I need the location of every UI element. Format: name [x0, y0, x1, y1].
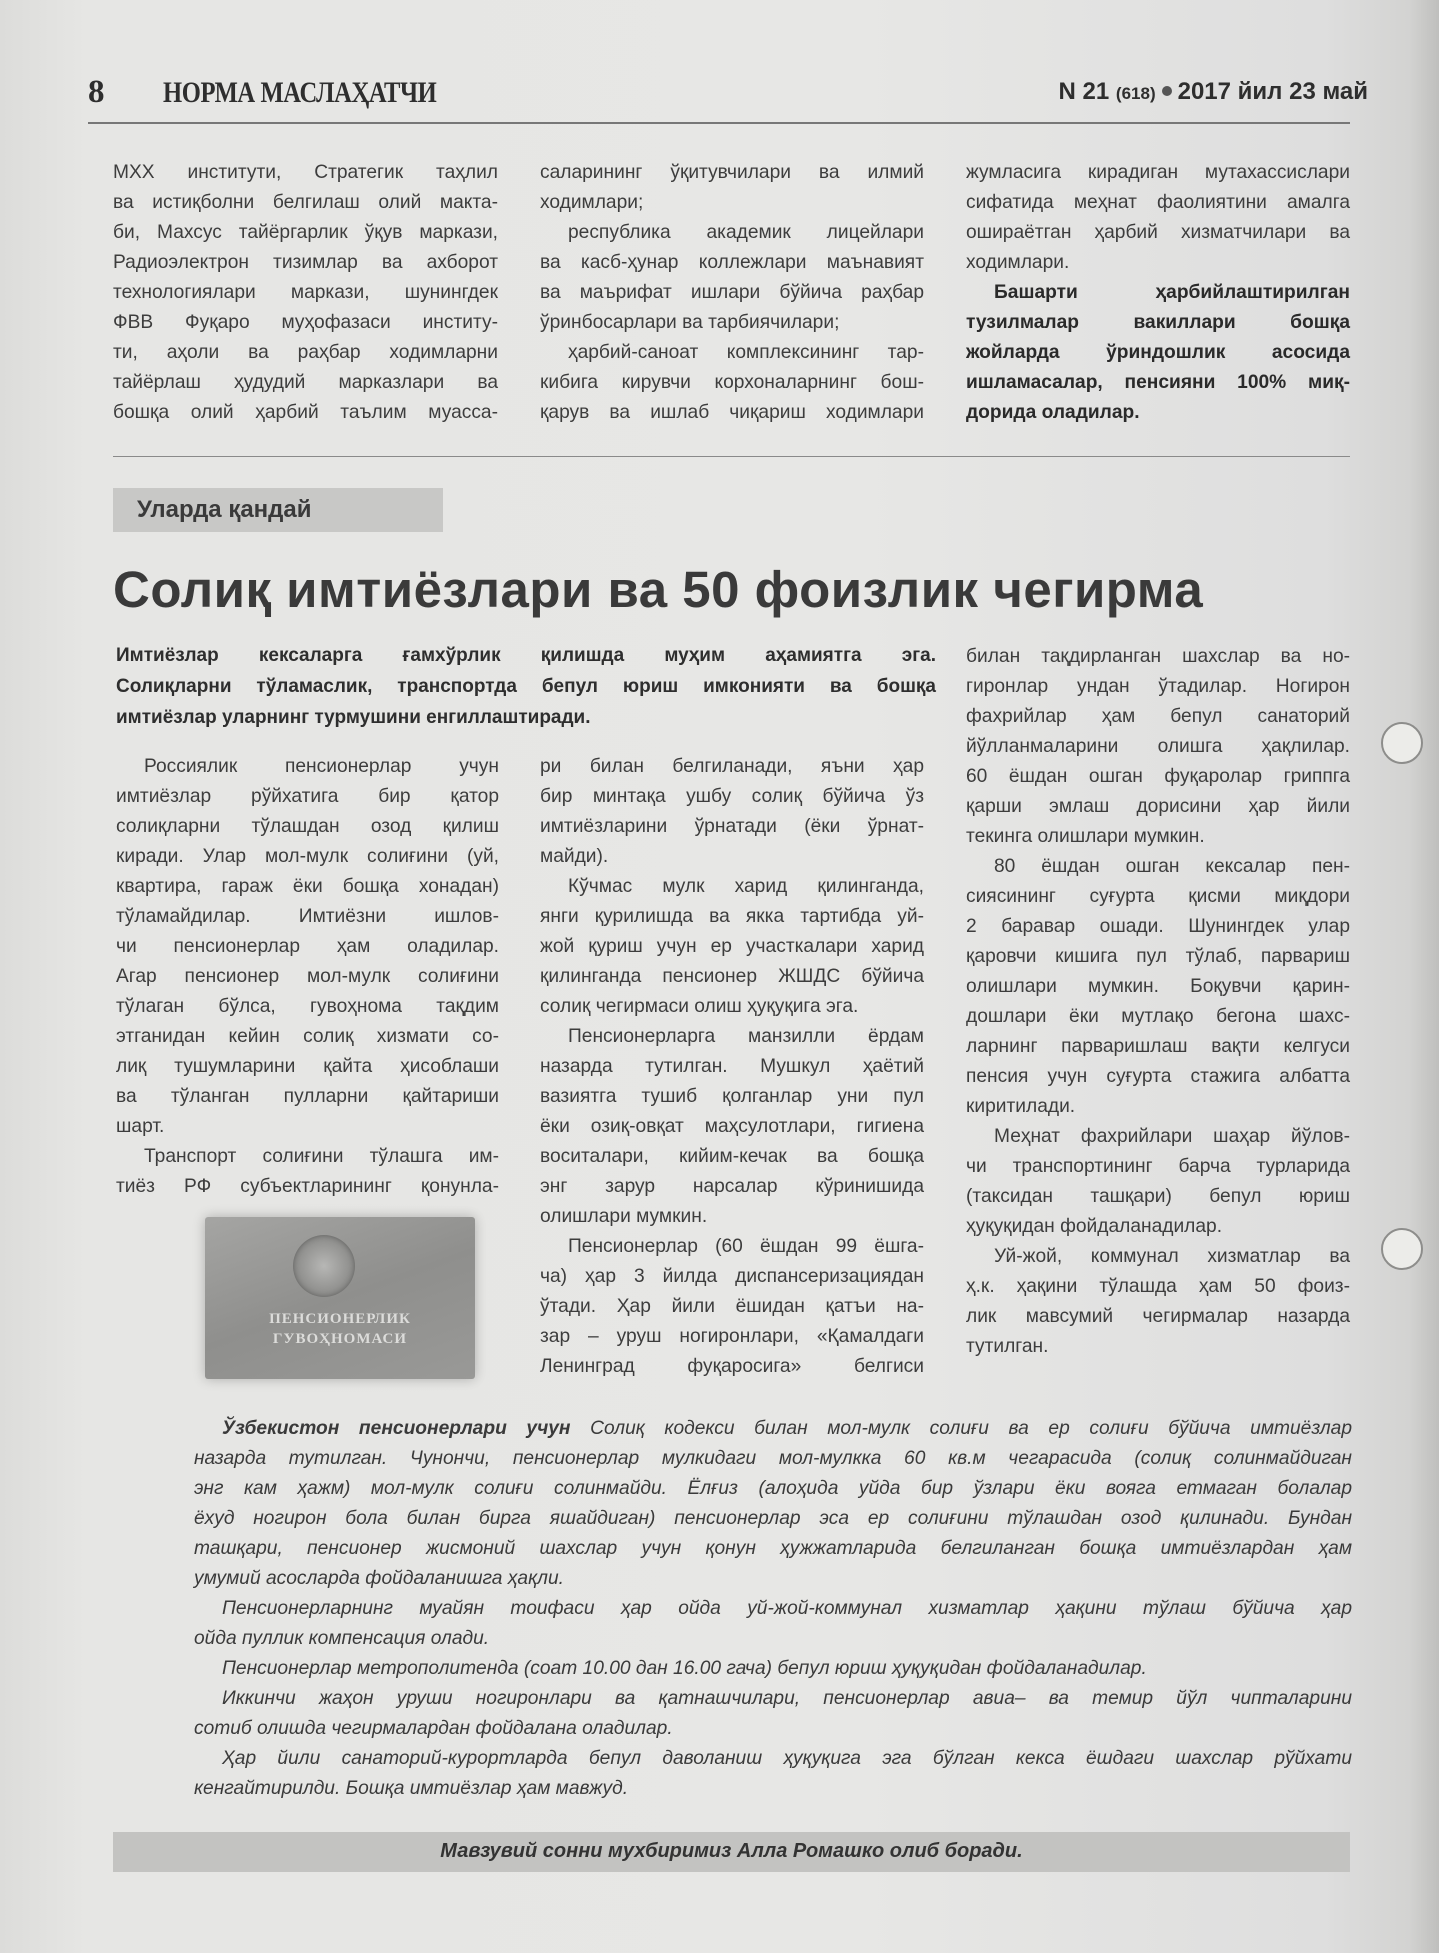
text-line: квартира, гараж ёки бошқа хонадан) — [116, 876, 499, 897]
italic-lead-in: Ўзбекистон пенсионерлари учун — [222, 1418, 571, 1439]
text-line: энг зарур нарсалар кўринишида — [540, 1176, 924, 1197]
binder-hole-icon — [1381, 722, 1423, 764]
text-line: жой қуриш учун ер участкалари харид — [540, 936, 924, 957]
text-line: чи транспортининг барча турларида — [966, 1156, 1350, 1177]
page-number: 8 — [88, 74, 105, 110]
rubric-label — [113, 488, 443, 532]
lead-line: Солиқларни тўламаслик, транспортда бепул юриш имконияти ва бошқа — [116, 676, 936, 697]
photo-caption-line2: ГУВОҲНОМАСИ — [272, 1331, 408, 1347]
text-line: тўламайдилар. Имтиёзни ишлов- — [116, 906, 499, 927]
text-line: лик мавсумий чегирмалар назарда — [966, 1306, 1350, 1327]
italic-line: ташқари, пенсионер жисмоний шахслар учун қонун ҳужжатларида белгиланган бошқа имтиёзлардан ҳам — [194, 1538, 1352, 1559]
text-line: ларнинг парваришлаш вақти келгуси — [966, 1036, 1350, 1057]
text-line: чи пенсионерлар ҳам оладилар. — [116, 936, 499, 957]
italic-line: Пенсионерлар метрополитенда (соат 10.00 дан 16.00 гача) бепул юриш ҳуқуқидан фойдаланадилар. — [222, 1658, 1147, 1679]
text-line: дошлари ёки мутлақо бегона шахс- — [966, 1006, 1350, 1027]
text-line: Меҳнат фахрийлари шаҳар йўлов- — [994, 1126, 1350, 1147]
text-line: фахрийлар ҳам бепул санаторий — [966, 706, 1350, 727]
text-line: имтиёзларини ўрнатади (ёки ўрнат- — [540, 816, 924, 837]
text-line: ҳарбий-саноат комплексининг тар- — [568, 342, 924, 363]
text-line: ҳуқуқидан фойдаланадилар. — [966, 1216, 1223, 1237]
top-column-1 — [113, 158, 498, 428]
text-line: Радиоэлектрон тизимлар ва ахборот — [113, 252, 498, 273]
text-line: тўлаган бўлса, гувоҳнома тақдим — [116, 996, 499, 1017]
text-line: ошираётган ҳарбий хизматчилари ва — [966, 222, 1350, 243]
text-line: Кўчмас мулк харид қилинганда, — [568, 876, 924, 897]
top-column-3 — [966, 158, 1350, 428]
text-line: ри билан белгиланади, яъни ҳар — [540, 756, 924, 777]
text-line: бир минтақа ушбу солиқ бўйича ўз — [540, 786, 924, 807]
text-line: этганидан кейин солиқ хизмати со- — [116, 1026, 499, 1047]
italic-sidebar-text — [194, 1414, 1352, 1804]
italic-line: Ҳар йили санаторий-курортларда бепул даволаниш ҳуқуқига эга бўлган кекса ёшдаги шахслар рўйхати — [222, 1748, 1352, 1769]
text-line: солиқ чегирмаси олиш ҳуқуқига эга. — [540, 996, 859, 1017]
text-line: солиқларни тўлашдан озод қилиш — [116, 816, 499, 837]
text-line: пенсия учун суғурта стажига албатта — [966, 1066, 1350, 1087]
text-line: МХХ институти, Стратегик таҳлил — [113, 162, 498, 183]
text-line: гиронлар ундан ўтадилар. Ногирон — [966, 676, 1350, 697]
pension-certificate-photo — [205, 1217, 475, 1379]
footer-credit: Мавзувий сонни мухбиримиз Алла Ромашко олиб боради. — [440, 1840, 1023, 1862]
text-line: қарши эмлаш дорисини ҳар йили — [966, 796, 1350, 817]
italic-line: сотиб олишда чегирмалардан фойдалана оладилар. — [194, 1718, 673, 1739]
text-line: ҳ.к. ҳақини тўлашда ҳам 50 фоиз- — [966, 1276, 1350, 1297]
text-line: ишламасалар, пенсияни 100% миқ- — [966, 372, 1350, 393]
binder-hole-icon — [1381, 1228, 1423, 1270]
text-line: тутилган. — [966, 1336, 1049, 1357]
text-line: сиясининг суғурта қисми миқдори — [966, 886, 1350, 907]
text-line: майди). — [540, 846, 609, 867]
page-edge-shadow — [1409, 0, 1439, 1953]
section-divider — [113, 456, 1350, 457]
text-line: ўтади. Ҳар йили ёшидан қатъи на- — [540, 1296, 924, 1317]
state-emblem-icon — [293, 1235, 355, 1297]
italic-line: назарда тутилган. Чунончи, пенсионерлар мулкидаги мол-мулкка 60 кв.м чегарасида (солиқ солинмайдиган — [194, 1448, 1352, 1469]
text-line: ва маърифат ишлари бўйича раҳбар — [540, 282, 924, 303]
text-line: жойларда ўриндошлик асосида — [966, 342, 1350, 363]
text-line: ФВВ Фуқаро муҳофазаси институ- — [113, 312, 498, 333]
text-line: имтиёзлар рўйхатига бир қатор — [116, 786, 499, 807]
text-line: киради. Улар мол-мулк солиғини (уй, — [116, 846, 499, 867]
text-line: шарт. — [116, 1116, 165, 1137]
article-column-2 — [540, 752, 924, 1382]
lead-line: Имтиёзлар кексаларга ғамхўрлик қилишда муҳим аҳамиятга эга. — [116, 645, 936, 666]
text-line: жумласига кирадиган мутахассислари — [966, 162, 1350, 183]
article-headline: Солиқ имтиёзлари ва 50 фоизлик чегирма — [113, 561, 1204, 618]
text-line: Пенсионерлар (60 ёшдан 99 ёшга- — [568, 1236, 924, 1257]
italic-line: ойда пуллик компенсация олади. — [194, 1628, 490, 1649]
issue-number: N 21 — [1058, 78, 1110, 105]
text-line: йўлланмаларини олишга ҳақлилар. — [966, 736, 1350, 757]
article-lead — [116, 640, 936, 733]
text-line: ёки озиқ-овқат маҳсулотлари, гигиена — [540, 1116, 924, 1137]
text-line: 60 ёшдан ошган фуқаролар гриппга — [966, 766, 1350, 787]
article-column-3 — [966, 642, 1350, 1362]
bullet-icon — [1162, 86, 1172, 96]
italic-line: кенгайтирилди. Бошқа имтиёзлар ҳам мавжуд. — [194, 1778, 629, 1799]
text-line: ва касб-ҳунар коллежлари маънавият — [540, 252, 924, 273]
footer-bar — [113, 1832, 1350, 1872]
text-line: Ленинград фуқаросига» белгиси — [540, 1356, 924, 1377]
text-line: текинга олишлари мумкин. — [966, 826, 1205, 847]
text-line: тиёз РФ субъектларининг қонунла- — [116, 1176, 499, 1197]
text-line: саларининг ўқитувчилари ва илмий — [540, 162, 924, 183]
text-line: қаровчи кишига пул тўлаб, парвариш — [966, 946, 1350, 967]
page-header — [88, 70, 1368, 110]
text-line: лиқ тушумларини қайта ҳисоблаши — [116, 1056, 499, 1077]
text-line: сифатида меҳнат фаолиятини амалга — [966, 192, 1350, 213]
text-line: янги қурилишда ва якка тартибда уй- — [540, 906, 924, 927]
issue-info — [1059, 78, 1368, 106]
text-line: Уй-жой, коммунал хизматлар ва — [994, 1246, 1350, 1267]
rubric-text: Уларда қандай — [137, 496, 312, 523]
italic-line: Иккинчи жаҳон уруши ногиронлари ва қатнашчилари, пенсионерлар авиа– ва темир йўл чипталарини — [222, 1688, 1352, 1709]
text-line: воситалари, кийим-кечак ва бошқа — [540, 1146, 924, 1167]
text-line: қилинганда пенсионер ЖШДС бўйича — [540, 966, 924, 987]
text-line: назарда тутилган. Мушкул ҳаётий — [540, 1056, 924, 1077]
text-line: тузилмалар вакиллари бошқа — [966, 312, 1350, 333]
photo-caption-line1: ПЕНСИОНЕРЛИК — [269, 1311, 411, 1327]
text-line: технологиялари маркази, шунингдек — [113, 282, 498, 303]
text-line: ходимлари. — [966, 252, 1070, 273]
text-line: ва тўланган пулларни қайтариши — [116, 1086, 499, 1107]
text-line: олишлари мумкин. — [540, 1206, 708, 1227]
text-line: би, Махсус тайёргарлик ўқув маркази, — [113, 222, 498, 243]
top-column-2 — [540, 158, 924, 428]
text-line: дорида оладилар. — [966, 402, 1140, 423]
text-line: Россиялик пенсионерлар учун — [144, 756, 499, 777]
header-rule — [88, 122, 1350, 124]
newspaper-title: НОРМА МАСЛАҲАТЧИ — [163, 76, 437, 109]
text-line: 80 ёшдан ошган кексалар пен- — [994, 856, 1350, 877]
text-line: ходимлари; — [540, 192, 644, 213]
text-line: 2 баравар ошади. Шунингдек улар — [966, 916, 1350, 937]
issue-date: 2017 йил 23 май — [1177, 78, 1368, 105]
lead-line: имтиёзлар уларнинг турмушини енгиллаштиради. — [116, 707, 591, 728]
italic-line: умумий асосларда фойдаланишга ҳақли. — [194, 1568, 564, 1589]
text-line: Транспорт солиғини тўлашга им- — [144, 1146, 499, 1167]
text-line: вазиятга тушиб қолганлар уни пул — [540, 1086, 924, 1107]
text-line: ўринбосарлари ва тарбиячилари; — [540, 312, 840, 333]
text-line: олишлари мумкин. Боқувчи қарин- — [966, 976, 1350, 997]
text-line: кибига кирувчи корхоналарнинг бош- — [540, 372, 924, 393]
issue-total: (618) — [1115, 84, 1156, 103]
italic-first-rest: Солиқ кодекси билан мол-мулк солиғи ва ер солиғи бўйича имтиёзлар — [570, 1418, 1352, 1439]
text-line: Башарти ҳарбийлаштирилган — [994, 282, 1350, 303]
text-line: (таксидан ташқари) бепул юриш — [966, 1186, 1350, 1207]
italic-line: энг кам ҳажм) мол-мулк солиғи солинмайди. Ёлғиз (алоҳида уйда бир ўзлари ёки вояга етмаган болалар — [194, 1478, 1352, 1499]
italic-line: Пенсионерларнинг муайян тоифаси ҳар ойда уй-жой-коммунал хизматлар ҳақини тўлаш бўйича ҳар — [222, 1598, 1352, 1619]
text-line: республика академик лицейлари — [568, 222, 924, 243]
text-line: қарув ва ишлаб чиқариш ходимлари — [540, 402, 924, 423]
text-line: билан тақдирланган шахслар ва но- — [966, 646, 1350, 667]
text-line: ва истиқболни белгилаш олий макта- — [113, 192, 498, 213]
text-line: Пенсионерларга манзилли ёрдам — [568, 1026, 924, 1047]
article-column-1 — [116, 752, 499, 1202]
text-line: киритилади. — [966, 1096, 1076, 1117]
text-line: Агар пенсионер мол-мулк солиғини — [116, 966, 499, 987]
text-line: зар – уруш ногиронлари, «Қамалдаги — [540, 1326, 924, 1347]
text-line: ча) ҳар 3 йилда диспансеризациядан — [540, 1266, 924, 1287]
italic-line: ёхуд ногирон бола билан бирга яшайдиган) пенсионерлар эса ер солиғини тўлашдан озод қилинади. Бундан — [194, 1508, 1352, 1529]
italic-first-line — [222, 1414, 1352, 1444]
text-line: бошқа олий ҳарбий таълим муасса- — [113, 402, 498, 423]
text-line: ти, аҳоли ва раҳбар ходимларни — [113, 342, 498, 363]
text-line: тайёрлаш ҳудудий марказлари ва — [113, 372, 498, 393]
